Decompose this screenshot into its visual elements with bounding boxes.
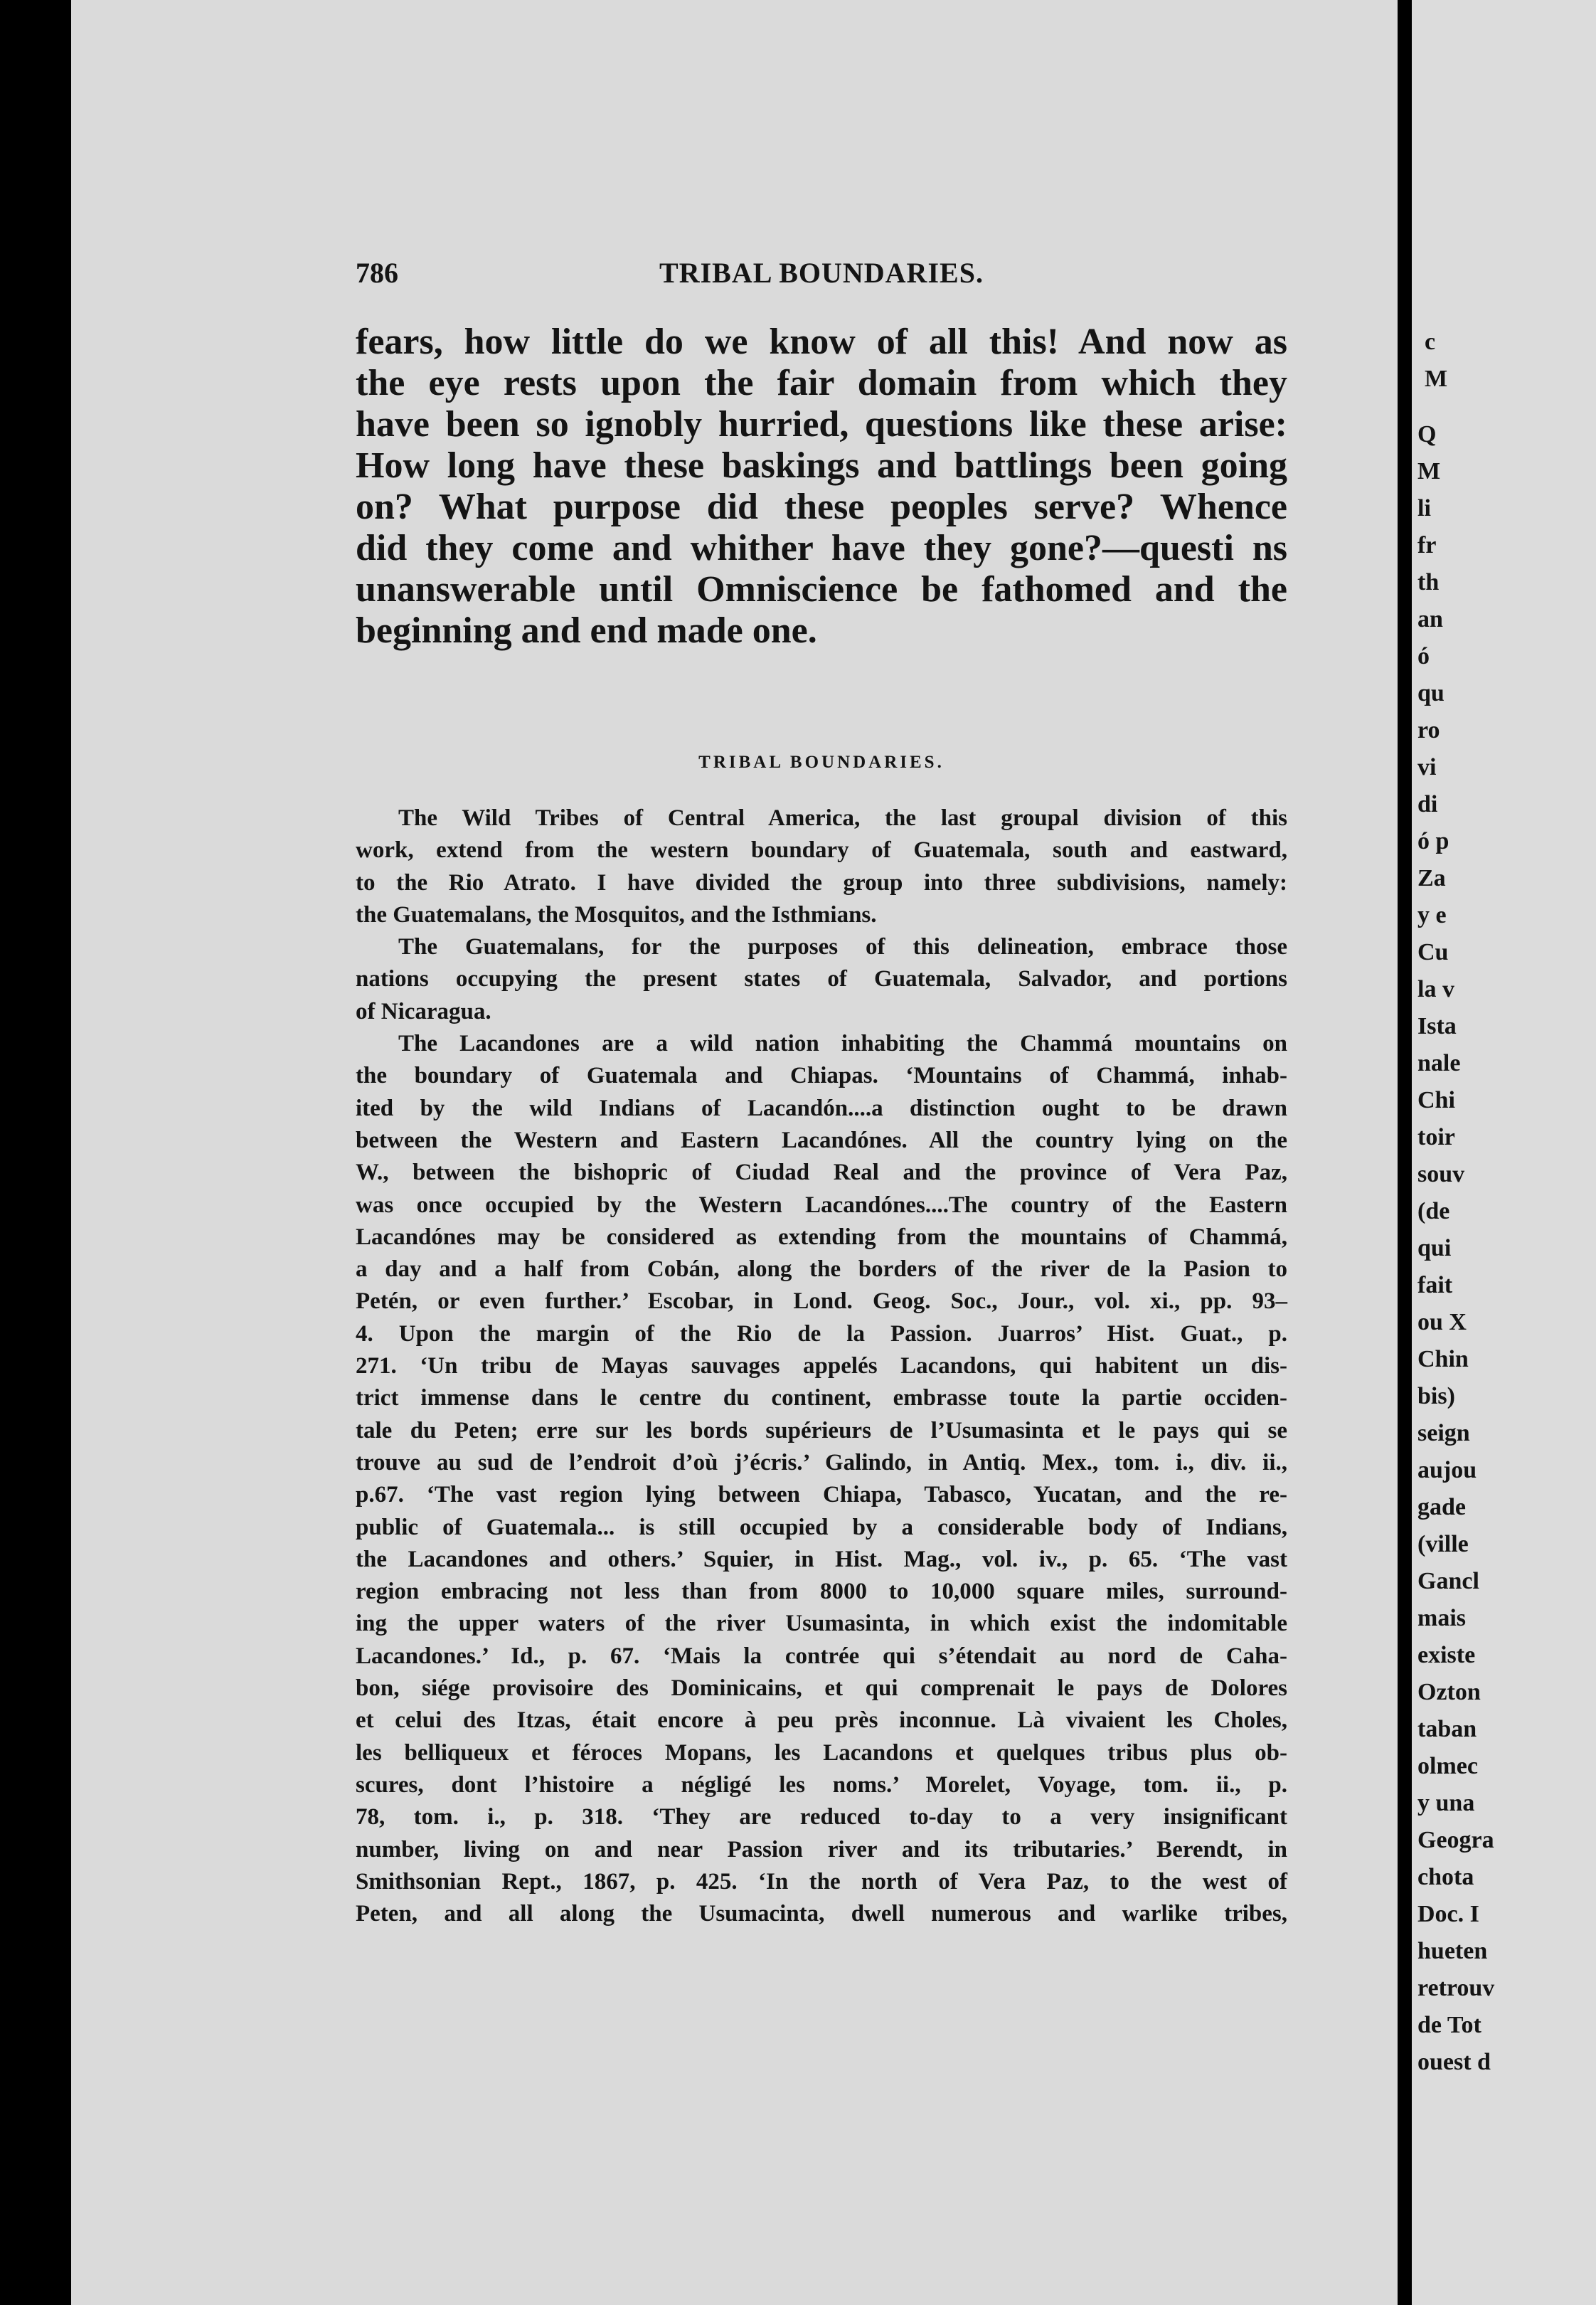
intro-line: fears, how little do we know of all this! And now as [356,322,1287,362]
right-page-fragment: olmec [1417,1753,1478,1779]
body-line: the Lacandones and others.’ Squier, in Hist. Mag., vol. iv., p. 65. ‘The vast [356,1546,1287,1572]
body-line: The Guatemalans, for the purposes of this delineation, embrace those [398,934,1287,960]
right-page-fragment: Za [1417,865,1446,891]
right-page-fragment: y e [1417,902,1447,928]
right-page-fragment: bis) [1417,1383,1455,1409]
right-page-fragment: seign [1417,1420,1470,1446]
page-header [356,256,1287,299]
body-line: ited by the wild Indians of Lacandón....a distinction ought to be drawn [356,1095,1287,1121]
intro-line: did they come and whither have they gone?—questi ns [356,528,1287,568]
body-line: to the Rio Atrato. I have divided the group into three subdivisions, namely: [356,869,1287,896]
body-line: Lacandones.’ Id., p. 67. ‘Mais la contrée qui s’étendait au nord de Caha- [356,1643,1287,1669]
right-page-fragment: gade [1417,1494,1466,1520]
body-line: tale du Peten; erre sur les bords supérieurs de l’Usumasinta et le pays qui se [356,1417,1287,1443]
body-line: public of Guatemala... is still occupied by a considerable body of Indians, [356,1514,1287,1540]
body-line: the Guatemalans, the Mosquitos, and the Isthmians. [356,901,877,928]
body-line: scures, dont l’histoire a négligé les noms.’ Morelet, Voyage, tom. ii., p. [356,1771,1287,1798]
intro-line: unanswerable until Omniscience be fathomed and the [356,569,1287,610]
right-page [1412,0,1596,2305]
intro-line: on? What purpose did these peoples serve? Whence [356,487,1287,527]
right-page-fragment: mais [1417,1605,1466,1631]
body-line: p.67. ‘The vast region lying between Chiapa, Tabasco, Yucatan, and the re- [356,1482,1287,1508]
right-page-fragment: fait [1417,1272,1453,1298]
right-page-fragment: souv [1417,1161,1465,1187]
body-line: Smithsonian Rept., 1867, p. 425. ‘In the north of Vera Paz, to the west of [356,1868,1287,1895]
body-line: Lacandónes may be considered as extending from the mountains of Chammá, [356,1224,1287,1250]
right-page-fragment: (ville [1417,1531,1469,1557]
intro-line: beginning and end made one. [356,610,817,651]
right-page-fragment: qu [1417,680,1445,706]
right-page-fragment: c [1425,329,1436,355]
body-line: W., between the bishopric of Ciudad Real and the province of Vera Paz, [356,1160,1287,1186]
body-line: nations occupying the present states of Guatemala, Salvador, and portions [356,966,1287,992]
right-page-fragment: chota [1417,1864,1474,1890]
body-line: of Nicaragua. [356,998,491,1024]
body-line: Peten, and all along the Usumacinta, dwell numerous and warlike tribes, [356,1901,1287,1927]
right-page-fragment: th [1417,569,1440,595]
right-page-fragment: ou X [1417,1309,1467,1335]
right-page-fragment: Doc. I [1417,1901,1479,1927]
right-page-top-fragments [1425,324,1447,398]
right-page-fragment: vi [1417,754,1437,780]
body-line: number, living on and near Passion river and its tributaries.’ Berendt, in [356,1836,1287,1862]
right-page-fragment: toir [1417,1124,1455,1150]
intro-line: have been so ignobly hurried, questions like these arise: [356,404,1287,445]
right-page-fragment: ouest d [1417,2049,1491,2075]
body-line: ing the upper waters of the river Usumasinta, in which exist the indomitable [356,1611,1287,1637]
right-page-fragment: nale [1417,1050,1461,1076]
right-page-fragment: aujou [1417,1457,1477,1483]
right-page-fragment: fr [1417,532,1437,558]
right-page-fragment: existe [1417,1642,1476,1668]
body-text [356,802,1287,1930]
body-line: the boundary of Guatemala and Chiapas. ‘Mountains of Chammá, inhab- [356,1063,1287,1089]
right-page-fragment: ro [1417,717,1440,743]
right-page-fragment: M [1425,366,1448,392]
intro-paragraph [356,322,1287,652]
right-page-fragment: Q [1417,421,1437,447]
right-page-fragment: ó [1417,643,1430,669]
right-page-fragment: Chin [1417,1346,1469,1372]
body-line: bon, siége provisoire des Dominicains, et qui comprenait le pays de Dolores [356,1675,1287,1702]
right-page-fragment: taban [1417,1716,1477,1742]
right-page-fragment: de Tot [1417,2012,1481,2038]
body-line: 4. Upon the margin of the Rio de la Passion. Juarros’ Hist. Guat., p. [356,1320,1287,1347]
body-line: 78, tom. i., p. 318. ‘They are reduced to-day to a very insignificant [356,1804,1287,1830]
body-line: trict immense dans le centre du continent, embrasse toute la partie occiden- [356,1385,1287,1411]
body-line: 271. ‘Un tribu de Mayas sauvages appelés Lacandons, qui habitent un dis- [356,1353,1287,1379]
right-page-fragment: M [1417,458,1441,484]
running-title: TRIBAL BOUNDARIES. [659,257,984,289]
body-line: region embracing not less than from 8000 to 10,000 square miles, surround- [356,1579,1287,1605]
right-page-fragment: y una [1417,1790,1475,1816]
body-line: The Lacandones are a wild nation inhabiting the Chammá mountains on [398,1031,1287,1057]
intro-line: How long have these baskings and battlings been going [356,445,1287,486]
page-number: 786 [356,257,398,289]
intro-line: the eye rests upon the fair domain from which they [356,363,1287,403]
right-page-fragment: la v [1417,976,1454,1002]
right-page-fragment: Ozton [1417,1679,1481,1705]
right-page-fragment: retrouv [1417,1975,1495,2001]
right-page-fragment: Ista [1417,1013,1457,1039]
right-page-fragment: li [1417,495,1431,521]
body-line: les belliqueux et féroces Mopans, les Lacandons et quelques tribus plus ob- [356,1739,1287,1766]
right-page-fragment: (de [1417,1198,1450,1224]
body-line: trouve au sud de l’endroit d’où j’écris.’ Galindo, in Antiq. Mex., tom. i., div. ii., [356,1449,1287,1475]
right-page-fragment: Cu [1417,939,1449,965]
body-line: Petén, or even further.’ Escobar, in Lond. Geog. Soc., Jour., vol. xi., pp. 93– [356,1288,1287,1315]
body-line: The Wild Tribes of Central America, the last groupal division of this [398,805,1287,831]
body-line: work, extend from the western boundary of Guatemala, south and eastward, [356,837,1287,864]
right-page-fragment: an [1417,606,1443,632]
body-line: a day and a half from Cobán, along the borders of the river de la Pasion to [356,1256,1287,1283]
right-page-main-fragments [1417,416,1494,2081]
right-page-fragment: ó p [1417,828,1449,854]
right-page-fragment: di [1417,791,1438,817]
right-page-fragment: hueten [1417,1938,1488,1964]
right-page-fragment: qui [1417,1235,1452,1261]
right-page-fragment: Gancl [1417,1568,1479,1594]
right-page-fragment: Geogra [1417,1827,1494,1853]
body-line: was once occupied by the Western Lacandónes....The country of the Eastern [356,1192,1287,1218]
section-title: TRIBAL BOUNDARIES. [698,753,945,772]
right-page-fragment: Chi [1417,1087,1455,1113]
body-line: between the Western and Eastern Lacandónes. All the country lying on the [356,1127,1287,1153]
body-line: et celui des Itzas, était encore à peu près inconnue. Là vivaient les Choles, [356,1707,1287,1734]
